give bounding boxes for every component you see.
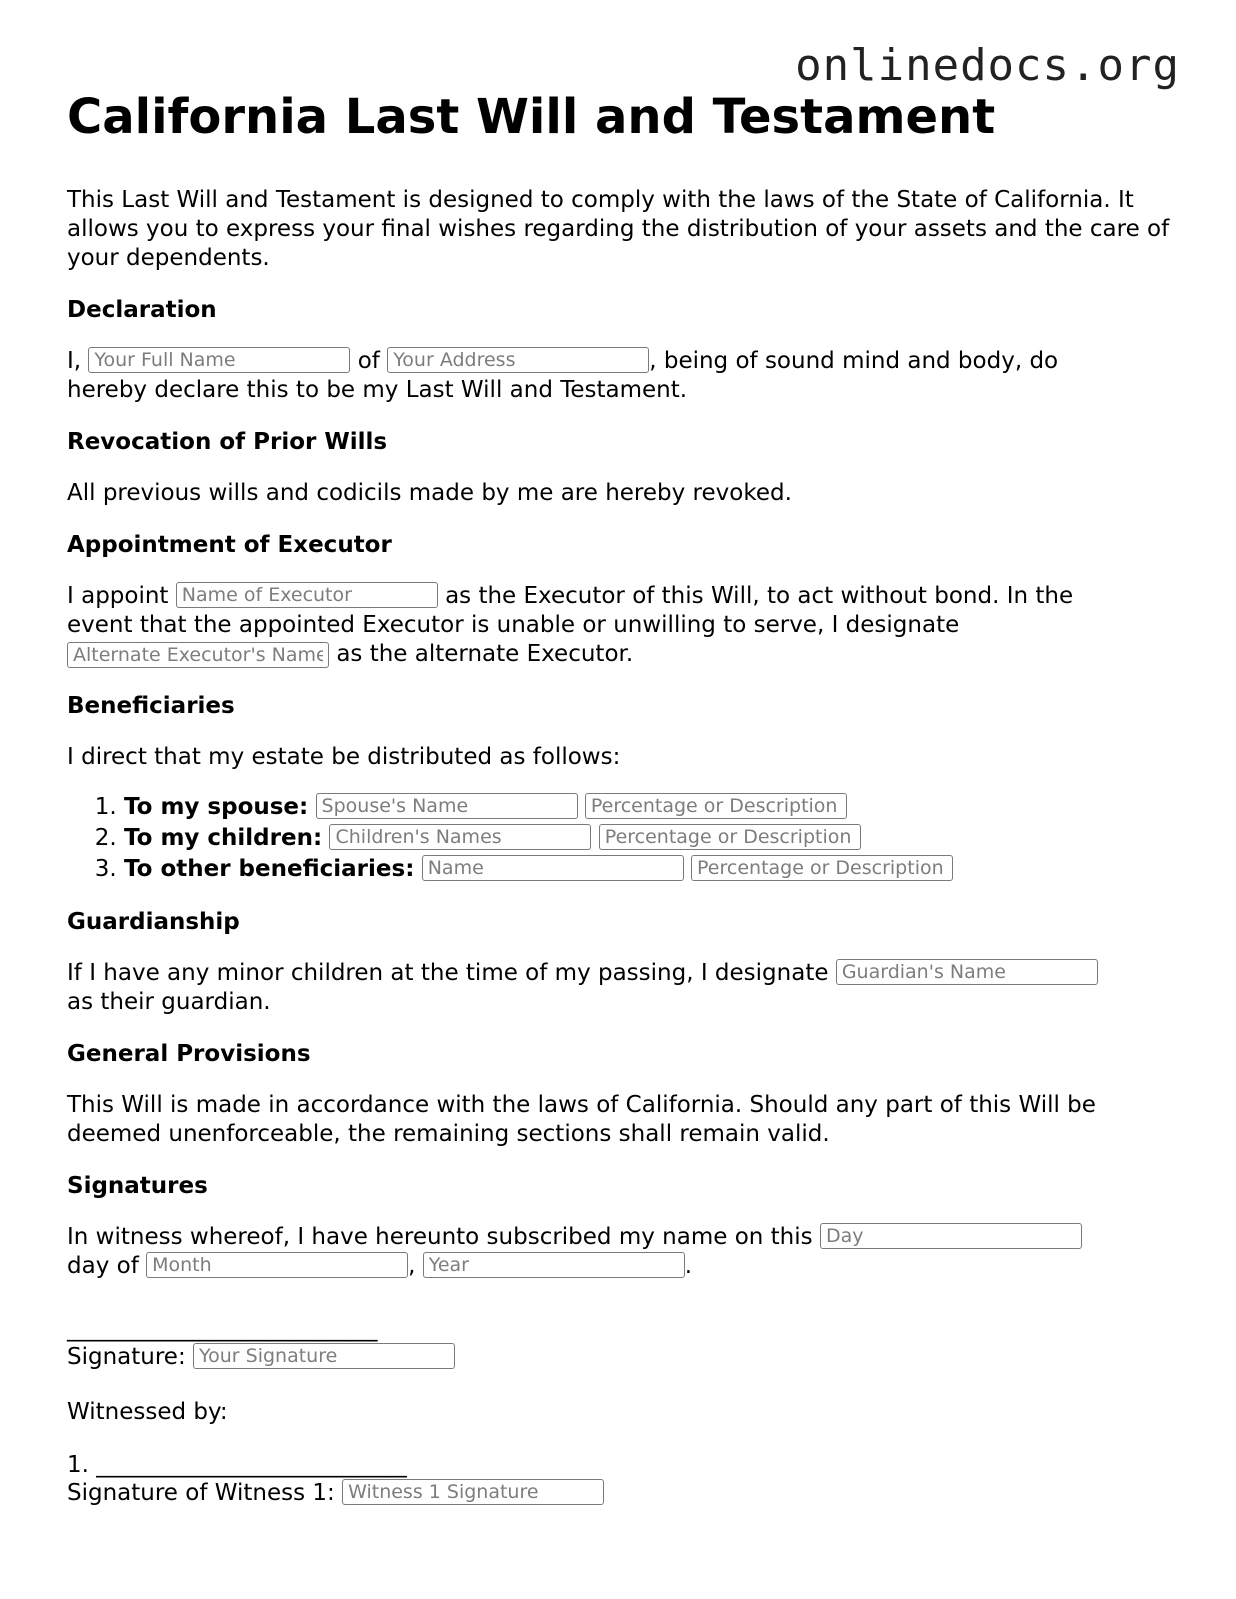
executor-name-input[interactable] xyxy=(176,582,438,608)
list-item xyxy=(124,854,1177,885)
revocation-section xyxy=(67,427,1177,508)
document-page xyxy=(67,88,1177,1508)
executor-middle-1: as the Executor of this Will, to act without bond. In the xyxy=(445,583,1074,609)
guardianship-text xyxy=(67,959,1177,1017)
list-item xyxy=(124,792,1177,823)
guardianship-prefix: If I have any minor children at the time of my passing, I designate xyxy=(67,960,829,986)
signature-label: Signature: xyxy=(67,1344,186,1370)
year-input[interactable] xyxy=(423,1252,685,1278)
declaration-prefix: I, xyxy=(67,348,82,374)
witness-1-rule: ___________________________ xyxy=(96,1452,407,1478)
beneficiary-label: To my children: xyxy=(124,825,323,851)
signatures-section xyxy=(67,1171,1177,1508)
intro-paragraph: This Last Will and Testament is designed to comply with the laws of the State of California. It allows you to express your final wishes regarding the distribution of your assets and the care of your dependents. xyxy=(67,187,1170,271)
guardianship-heading: Guardianship xyxy=(67,909,240,935)
guardianship-suffix: as their guardian. xyxy=(67,989,271,1015)
signature-row xyxy=(67,1343,1177,1372)
day-of-text: day of xyxy=(67,1253,139,1279)
watermark: onlinedocs.org xyxy=(795,40,1180,91)
beneficiaries-list xyxy=(67,792,1177,885)
revocation-text: All previous wills and codicils made by me are hereby revoked. xyxy=(67,480,792,506)
full-name-input[interactable] xyxy=(88,347,350,373)
day-input[interactable] xyxy=(820,1223,1082,1249)
beneficiary-label: To other beneficiaries: xyxy=(124,856,415,882)
children-share-input[interactable] xyxy=(599,824,861,850)
spouse-name-input[interactable] xyxy=(316,793,578,819)
witness-1-row xyxy=(67,1479,1177,1508)
signature-input[interactable] xyxy=(193,1343,455,1369)
executor-middle-2: event that the appointed Executor is unable or unwilling to serve, I designate xyxy=(67,612,960,638)
witness-whereof-text xyxy=(67,1223,1177,1281)
witness-1-label: Signature of Witness 1: xyxy=(67,1480,335,1506)
page-title: California Last Will and Testament xyxy=(67,89,996,145)
witness-1-rule-row xyxy=(67,1451,1177,1479)
executor-section xyxy=(67,530,1177,669)
witness-1-number: 1. xyxy=(67,1452,89,1478)
witness-1-signature-input[interactable] xyxy=(342,1479,604,1505)
witness-prefix: In witness whereof, I have hereunto subscribed my name on this xyxy=(67,1224,813,1250)
witnessed-by-text: Witnessed by: xyxy=(67,1399,228,1425)
beneficiaries-section xyxy=(67,691,1177,885)
declaration-of: of xyxy=(357,348,380,374)
executor-suffix: as the alternate Executor. xyxy=(336,641,634,667)
spouse-share-input[interactable] xyxy=(585,793,847,819)
beneficiaries-heading: Beneficiaries xyxy=(67,693,235,719)
guardianship-section xyxy=(67,907,1177,1017)
signature-rule: ___________________________ xyxy=(67,1316,378,1342)
date-comma: , xyxy=(408,1253,416,1279)
address-input[interactable] xyxy=(387,347,649,373)
revocation-heading: Revocation of Prior Wills xyxy=(67,429,388,455)
declaration-section xyxy=(67,295,1177,405)
executor-prefix: I appoint xyxy=(67,583,169,609)
declaration-text xyxy=(67,347,1177,405)
other-beneficiary-share-input[interactable] xyxy=(691,855,953,881)
date-period: . xyxy=(684,1253,693,1279)
list-item xyxy=(124,823,1177,854)
guardian-name-input[interactable] xyxy=(836,959,1098,985)
general-section xyxy=(67,1039,1177,1149)
executor-heading: Appointment of Executor xyxy=(67,532,392,558)
signatures-heading: Signatures xyxy=(67,1173,208,1199)
general-heading: General Provisions xyxy=(67,1041,311,1067)
declaration-suffix-2: hereby declare this to be my Last Will and Testament. xyxy=(67,377,688,403)
children-names-input[interactable] xyxy=(329,824,591,850)
beneficiaries-intro: I direct that my estate be distributed as follows: xyxy=(67,744,621,770)
declaration-suffix-1: , being of sound mind and body, do xyxy=(649,348,1059,374)
general-text: This Will is made in accordance with the laws of California. Should any part of this Will be deemed unenforceable, the remaining sections shall remain valid. xyxy=(67,1092,1096,1147)
other-beneficiary-name-input[interactable] xyxy=(422,855,684,881)
beneficiary-label: To my spouse: xyxy=(124,794,309,820)
alternate-executor-input[interactable] xyxy=(67,642,329,668)
executor-text xyxy=(67,582,1177,669)
month-input[interactable] xyxy=(146,1252,408,1278)
declaration-heading: Declaration xyxy=(67,297,217,323)
